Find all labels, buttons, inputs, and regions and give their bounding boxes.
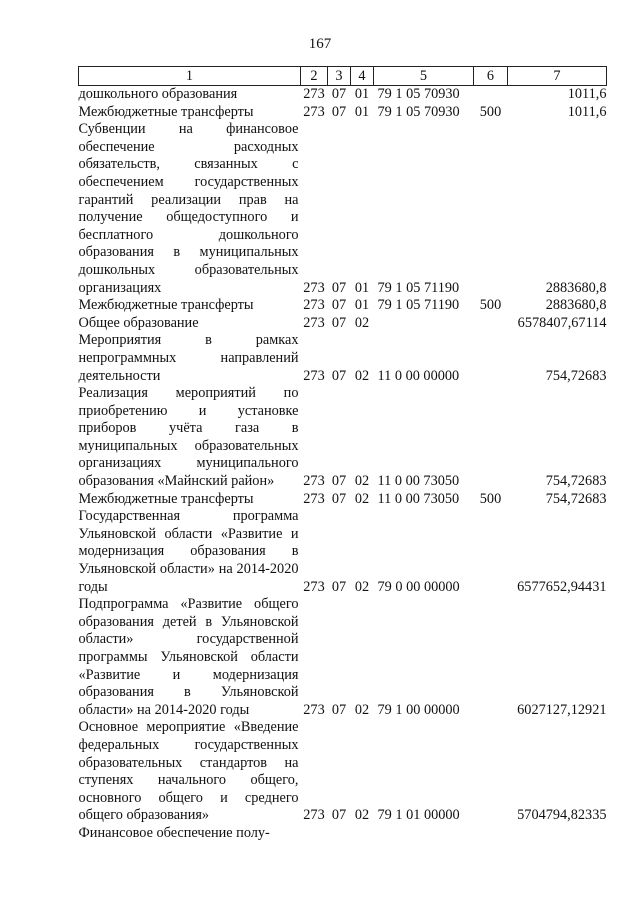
row-ministry: 273 [303, 490, 325, 507]
table-row [79, 825, 607, 843]
row-target: 11 0 00 73050 [377, 473, 460, 490]
row-target: 79 1 05 70930 [377, 103, 460, 120]
row-amount: 2883680,8 [545, 297, 607, 314]
row-section: 07 [331, 367, 347, 384]
row-vr [474, 86, 508, 104]
row-target: 79 1 05 70930 [377, 86, 460, 102]
header-col-vr: 6 [474, 67, 508, 86]
row-amount: 1011,6 [567, 103, 607, 120]
table-row [79, 121, 607, 297]
row-subsection: 01 [354, 86, 370, 102]
header-col-subsection: 4 [351, 67, 374, 86]
row-amount: 6578407,67114 [517, 314, 607, 331]
table-body [79, 86, 607, 843]
row-vr [474, 121, 508, 297]
row-subsection: 01 [354, 103, 370, 120]
row-name: Реализация мероприятий по приобретению и установке приборов учёта газа в муниципальных образовательных организациях муниципального образования «Майнский район» [78, 385, 299, 490]
row-ministry: 273 [303, 86, 325, 102]
row-name: Общее образование [78, 314, 199, 331]
row-target: 79 1 00 00000 [377, 701, 460, 718]
row-ministry: 273 [303, 297, 325, 314]
row-amount [508, 825, 607, 843]
row-ministry: 273 [303, 807, 325, 824]
row-subsection: 02 [354, 807, 370, 824]
row-section: 07 [331, 701, 347, 718]
row-section: 07 [331, 279, 347, 296]
row-name: Межбюджетные трансферты [78, 103, 254, 120]
row-name: Мероприятия в рамках непрограммных направлений деятельности [78, 332, 299, 384]
row-subsection: 02 [354, 314, 370, 331]
table-row [79, 508, 607, 596]
row-amount: 1011,6 [567, 86, 607, 102]
row-amount: 6027127,12921 [517, 701, 607, 718]
table-row [79, 315, 607, 333]
budget-table [78, 66, 607, 843]
row-ministry: 273 [303, 279, 325, 296]
row-amount: 2883680,8 [545, 279, 607, 296]
header-row [79, 67, 607, 86]
row-vr [474, 596, 508, 719]
row-vr [474, 508, 508, 596]
row-name: Межбюджетные трансферты [78, 297, 254, 314]
header-col-ministry: 2 [301, 67, 328, 86]
table-row [79, 385, 607, 491]
row-target: 79 1 05 71190 [377, 279, 460, 296]
row-subsection: 02 [354, 490, 370, 507]
row-target [374, 825, 474, 843]
row-name: Государственная программа Ульяновской области «Развитие и модернизация образования в Ульяновской области» на 2014-2020 годы [78, 508, 299, 595]
row-ministry [301, 825, 328, 843]
row-ministry: 273 [303, 367, 325, 384]
row-section: 07 [331, 103, 347, 120]
header-col-amount: 7 [508, 67, 607, 86]
table-row [79, 332, 607, 385]
row-target: 79 1 01 00000 [377, 807, 460, 824]
row-subsection: 02 [354, 701, 370, 718]
row-subsection: 02 [354, 578, 370, 595]
row-name: Финансовое обеспечение полу- [78, 824, 270, 841]
table-row [79, 596, 607, 719]
table-row [79, 719, 607, 825]
row-section [328, 825, 351, 843]
row-section: 07 [331, 490, 347, 507]
table-row [79, 491, 607, 509]
table-row [79, 297, 607, 315]
row-name: Основное мероприятие «Введение федеральных государственных образовательных стандартов на ступенях начального общего, основного общего и среднего общего образования» [78, 719, 299, 824]
row-ministry: 273 [303, 578, 325, 595]
row-vr [474, 385, 508, 491]
row-ministry: 273 [303, 473, 325, 490]
row-amount: 754,72683 [545, 367, 607, 384]
row-section: 07 [331, 314, 347, 331]
row-vr: 500 [479, 297, 502, 314]
row-name: Межбюджетные трансферты [78, 490, 254, 507]
row-section: 07 [331, 473, 347, 490]
row-ministry: 273 [303, 314, 325, 331]
row-name: дошкольного образования [78, 86, 238, 102]
row-ministry: 273 [303, 103, 325, 120]
row-amount: 5704794,82335 [517, 807, 607, 824]
row-name: Подпрограмма «Развитие общего образования детей в Ульяновской области» государственной программы Ульяновской области «Развитие и модернизация образования в Ульяновской области» на 2014-2020 годы [78, 596, 299, 718]
row-vr [474, 719, 508, 825]
row-section: 07 [331, 578, 347, 595]
row-amount: 754,72683 [545, 473, 607, 490]
row-subsection: 02 [354, 473, 370, 490]
row-target: 11 0 00 00000 [377, 367, 460, 384]
row-section: 07 [331, 297, 347, 314]
row-target: 79 0 00 00000 [377, 578, 460, 595]
header-col-section: 3 [328, 67, 351, 86]
row-subsection: 02 [354, 367, 370, 384]
row-subsection [351, 825, 374, 843]
row-subsection: 01 [354, 279, 370, 296]
row-target [374, 315, 474, 333]
row-section: 07 [331, 86, 347, 102]
header-col-target: 5 [374, 67, 474, 86]
row-target: 11 0 00 73050 [377, 490, 460, 507]
table-header [79, 67, 607, 86]
row-amount: 754,72683 [545, 490, 607, 507]
row-target: 79 1 05 71190 [377, 297, 460, 314]
page-number: 167 [308, 36, 332, 52]
header-col-name: 1 [79, 67, 301, 86]
table-row [79, 104, 607, 122]
row-vr [474, 315, 508, 333]
row-vr: 500 [479, 103, 502, 120]
row-vr [474, 332, 508, 385]
row-section: 07 [331, 807, 347, 824]
row-vr [474, 825, 508, 843]
row-amount: 6577652,94431 [517, 578, 607, 595]
table-row [79, 86, 607, 104]
row-vr: 500 [479, 490, 502, 507]
row-ministry: 273 [303, 701, 325, 718]
row-subsection: 01 [354, 297, 370, 314]
row-name: Субвенции на финансовое обеспечение расходных обязательств, связанных с обеспечением государственных гарантий реализации прав на получение общедоступного и бесплатного дошкольного образования в муниципальных дошкольных образовательных организациях [78, 121, 299, 296]
